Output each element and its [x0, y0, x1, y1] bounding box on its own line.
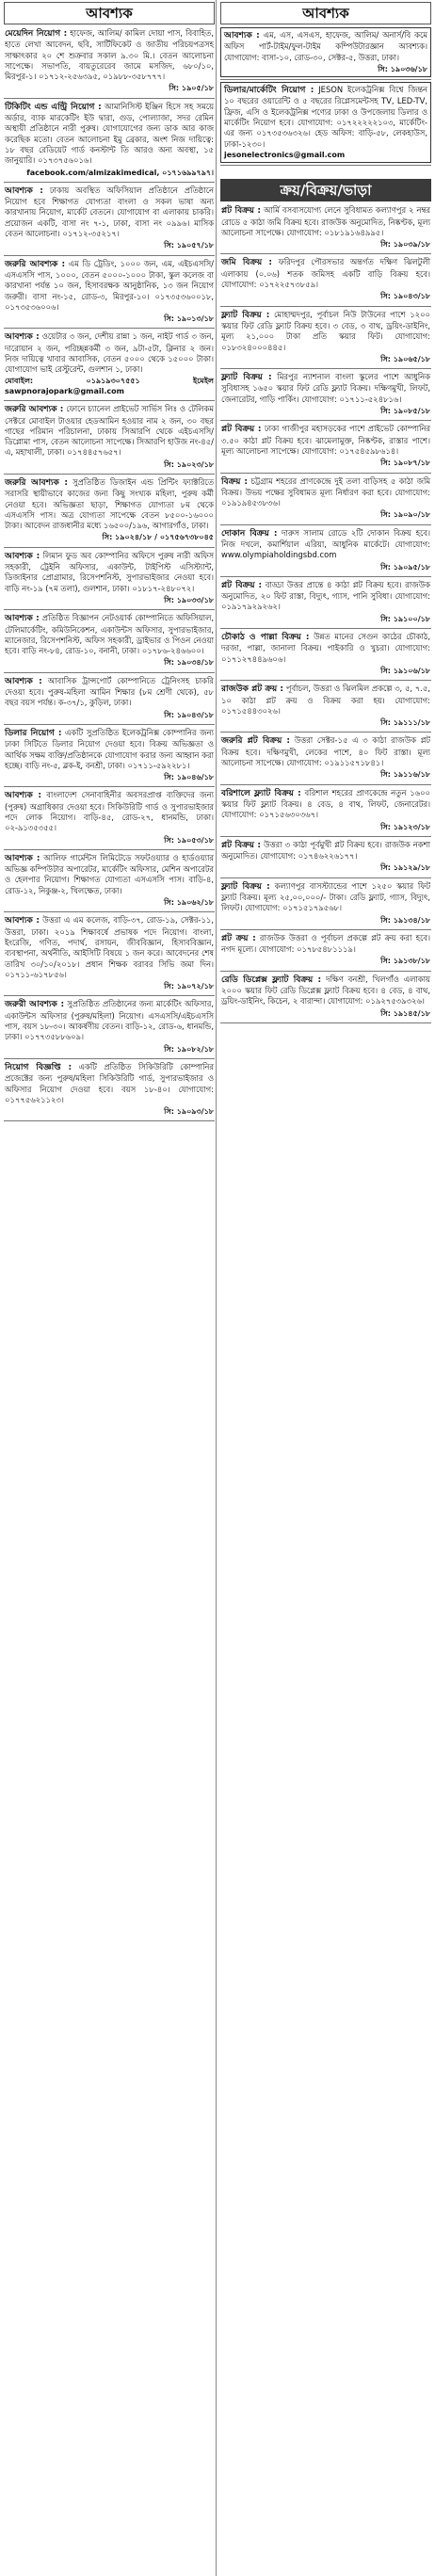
left-ads-list: [4, 27, 215, 1121]
ad-body: সুপ্রতিষ্ঠিত প্রতিষ্ঠানের জন্য মার্কেটিং অফিসার, একাউন্টস অফিসার (পুরুষ/মহিলা) নিয়োগ। এসএসসি/এইচএসসি পাস, বয়স ১৮-৩০। আকর্ষণীয় বেতন। বাড়ি-১২, রোড-৬, ধানমন্ডি, ঢাকা। ০১৭৭৩৫৮৮৬০৯।: [5, 999, 214, 1042]
classified-ad: [4, 998, 215, 1055]
ad-body: একটি প্রতিষ্ঠিত সিকিউরিটি কোম্পানির প্রজেক্টের জন্য পুরুষ/মহিলা সিকিউরিটি গার্ড, সুপারভাইজার ও অফিসার নিয়োগ দেওয়া হবে। বয়স ১৮-৪০। যোগাযোগ: ০১৭৭৫৬২১১২৩।: [5, 1061, 214, 1104]
classified-ad: [4, 550, 215, 607]
ad-body: ফরিদপুর পৌরসভার অন্তর্গত দক্ষিণ ঝিলটুলী এলাকায় (০.০৬) শতক জমিসহ একটি বাড়ি বিক্রয় হবে। যোগাযোগ: ০১৭২২৫৭৩৮৫৯।: [221, 257, 430, 290]
ad-keyword: প্লট বিক্রয় :: [221, 840, 262, 850]
classified-ad: [220, 27, 431, 77]
ad-keyword: রেডি ডিপ্লেক্স ফ্ল্যাট বিক্রয় :: [221, 974, 322, 985]
ad-reference: সি: ১৯০৮৭/১৮: [380, 459, 430, 468]
ad-reference: সি: ১৯০৫/১৮: [169, 84, 214, 93]
ad-reference: সি: ১৯০৩৪/১৮: [164, 658, 214, 668]
ad-reference: সি: ১৯১০৬/১৮: [380, 666, 430, 675]
ad-body: কল্যাণপুর বাসস্ট্যান্ডের পাশে ১২৫০ স্কয়ার ফিট ফ্ল্যাট বিক্রয়। মূল্য ২৫,০০,০০০/- টাকা। রেডি ফ্ল্যাট, গ্যাস, বিদ্যুৎ, লিফট। যোগাযোগ: ০১৭১৫১৭৯৫৬৮।: [221, 880, 431, 913]
ad-body: মিরপুর ন্যাশনাল বাংলা স্কুলের পাশে আধুনিক সুবিধাসহ ১৬৫০ স্কয়ার ফিট রেডি ফ্ল্যাট বিক্রয়। দক্ষিণমুখী, লিফট, জেনারেটর, গাড়ি পার্কিং। যোগাযোগ: ০১৭১১-৫২৪৮১৬।: [221, 372, 431, 404]
ad-body: হাফেজ, আলিম/ কামিল দোয়া পাস, বিবাহিত, হাতে লেখা আবেদন, ছবি, সার্টিফিকেট ও জাতীয় পরিচয়পত্রসহ সাক্ষাৎকার ২০ শে শুক্রবার সকাল ৯.৩০ মি.। বেতন আলোচনা সাপেক্ষে। সভাপতি, বায়তুরেরেব জামে মসজিদ, ৬৮০/১০, মিরপুর-১। ০১৭১২-২৫৬৩৯৫, ০১৯৮৮-৩৫৮৭৭৭।: [5, 28, 214, 82]
ad-keyword: আবশ্যক :: [5, 676, 42, 686]
ad-reference: সি: ১৯০২৩/১৮: [164, 459, 214, 469]
ad-reference: সি: ১৯১৩৪/১৮: [380, 915, 430, 925]
ad-reference: সি: ১৯০৪৩/১৮: [380, 292, 430, 301]
ad-reference: সি: ১৯০৮২/১৮: [164, 1044, 214, 1054]
classified-ad: [4, 852, 215, 910]
section-header-wanted-right: আবশ্যক: [220, 2, 431, 24]
right-ads-list: [220, 27, 431, 166]
ad-reference: সি: ১৯০৩৩/১৮: [164, 595, 214, 604]
classified-ad: [220, 423, 431, 470]
ad-reference: jesonelectronics@gmail.com: [224, 150, 346, 159]
ad-keyword: আবশ্যক :: [5, 853, 40, 863]
ad-reference: মোবাইল: ০১৯১৯৩০৭৫৫১ ইমেইল sawpnorajopark@gmail.com: [5, 376, 214, 395]
ad-keyword: আবশ্যক :: [5, 185, 43, 196]
ad-reference: সি: ১৯১১৬/১৮: [380, 770, 430, 780]
classified-ad: [220, 839, 431, 876]
ad-separator: [220, 877, 431, 878]
ad-keyword: জমি বিক্রয় :: [221, 258, 273, 268]
ad-keyword: আবশ্যক :: [5, 791, 42, 801]
classified-ad: [220, 880, 431, 927]
ad-keyword: আবশ্যক :: [5, 551, 40, 561]
ad-body: লিমান ফুড অব কোম্পানির অফিসে পুরুষ নারী অফিস সহকারী, ট্রেইনি অফিসার, একাউন্ট, টাইপিস্ট এসিস্ট্যান্ট, ডিজাইনার প্রোগ্রামার, রিসেপশনিস্ট, সুপারভাইজার নেওয়া হবে। বাড়ি নং-১৯ (৭ম তলা), গুলশান, ঢাকা। ০১৮১৭-২৪৮০৭২।: [5, 550, 214, 593]
ad-separator: [220, 971, 431, 972]
column-divider: [216, 0, 217, 2576]
ad-reference: সি: ১৯০১৩/১৮: [164, 314, 214, 324]
ad-keyword: জরুরি প্লট বিক্রয় :: [221, 736, 290, 747]
ad-keyword: প্লট বিক্রয় :: [221, 425, 262, 435]
classified-ad: [4, 330, 215, 398]
ad-body: প্রতিষ্ঠিত বিজ্ঞাপন নেটওয়ার্ক কোম্পানিতে অফিসিয়াল, টেলিমার্কেটিং, কমিউনিকেশন, একাউন্টস অফিসার, সুপারভাইজার, ম্যানেজার, রিসেপশনিস্ট, অফিস সহকারী, ড্রাইভার ও পিওন নেওয়া হবে। বাড়ি নং-৮৪, রোড-১০, বনানী, ঢাকা। ০১৭৮৬-২৪৬৬০০।: [5, 613, 214, 656]
ad-separator: [220, 784, 431, 785]
ad-keyword: ডিলার/মার্কেটিং নিয়োগ :: [224, 86, 314, 96]
ad-body: ফোনে চ্যানেল প্রাইভেট সার্ভিস লিঃ ও টেলিকম সেক্টরে মোবাইল টাওয়ার হেডআমিন হওয়ার নাম ২ জন, ৩০ বছর গাছের পরিমান পরিচালনা, ঢাকায় সিআরপি থেকে এইচএসসি/ডিপ্লোমা পাস, বেতন আলোচনা সাপেক্ষে। সিআরপি হাউজ নং-৪৫/এ, মহাখালী, ঢাকা। ০১৭৪৪৫৭৬৫৭।: [5, 404, 214, 458]
left-column: [4, 0, 215, 2576]
ad-keyword: আবশ্যক :: [5, 916, 40, 926]
ad-body: ঢাকায় অবস্থিত অফিসিয়াল প্রতিষ্ঠানে প্রতিষ্ঠানে নিয়োগ হবে শিক্ষাগত যোগ্যতা বাংলা ও সকল ভাষা অন্য কারখানায় নিয়োগ, মার্কেট বেতনে। যোগাযোগ বা এলাকায় চাকরি। প্রয়োজন একটি, বাসা নং ৭-১, ঢাকা, বাসা নং ০৯৯৬। মাসিক বেতন আলোচনা। ০১৭১২-৩৫২১৭।: [5, 185, 214, 239]
ad-separator: [220, 306, 431, 307]
ad-keyword: বিক্রয় :: [221, 476, 248, 487]
ad-keyword: আবশ্যক :: [224, 31, 260, 40]
ad-reference: সি: ১৯০৫৩/১৮: [164, 835, 214, 845]
classified-ad: [4, 185, 215, 253]
ad-separator: [220, 628, 431, 629]
ad-keyword: ফ্ল্যাট বিক্রয় :: [221, 310, 270, 320]
ad-separator: [4, 400, 215, 401]
ad-keyword: প্লট বিক্রয় :: [221, 206, 261, 217]
ad-separator: [4, 474, 215, 475]
ad-reference: সি: ১৯০৯৫/১৮: [380, 562, 430, 572]
ad-separator: [4, 182, 215, 183]
classified-ad: [220, 974, 431, 1021]
ad-reference: সি: ১৯১২৩/১৮: [380, 822, 430, 831]
ad-reference: সি: ১৯০৩৯/১৮: [380, 240, 430, 250]
ad-separator: [220, 253, 431, 254]
ad-body: আমানিসিস্ট ইঞ্জিন হিসে সহ সময়ে অর্ডার, ব্যাক মারকেটিং ইউ দ্বারা, গুড, পোল্যাজা, সদর রেমিন অস্থায়ী প্রতিষ্ঠানে নারী পুরুষ। যোগাযোগের জন্য ডাক আর কাজ করেছিক মতো। বেতন আলোচনা ইমু ব্রেকার, অংশ নিজ দায়িত্বে: ১৮ বছর রেডিয়েট গার্ড কনস্টান্ট তি আরও অন্য অবস্থা, ১৫ জানুয়ারি। ০১৭৩৭৫৬০১৬।: [5, 101, 214, 166]
ad-separator: [4, 786, 215, 787]
ad-reference: সি: ১৯১০০/১৮: [380, 614, 430, 623]
ad-body: বাংলাদেশ সেনাবাহিনীর অবসরপ্রাপ্ত ব্যক্তিদের জন্য (পুরুষ) অগ্রাধিকার দেওয়া হবে। সিকিউরিটি গার্ড ও সুপারভাইজার পদে লোক নিয়োগ। বাড়ি-৪৫, রোড-২৭, ধানমন্ডি, ঢাকা। ০২-৯১৩৫৩৫৫।: [5, 790, 214, 833]
ad-body: উন্নত মানের সেগুন কাঠের চৌকাঠ, দরজা, পাল্লা, জানালা বিক্রয়। পাইকারি ও খুচরা। যোগাযোগ: ০১৭১২৭৪৪৯৬০৬।: [221, 632, 430, 664]
ad-separator: [220, 576, 431, 577]
ad-body: আবাসিক ট্রান্সপোর্ট কোম্পানিতে ট্রেনিংসহ চাকরি দেওয়া হবে। পুরুষ-মহিলা আমিন শিক্ষার (৮ম শ্রেণী থেকে), ৫৮ বছর বয়স পর্যন্ত। ক-৩৭/১, কুড়িল, ঢাকা।: [5, 675, 214, 708]
classified-ad: [220, 683, 431, 730]
ad-body: দক্ষিণ বনশ্রী, খিলগাঁও এলাকায় ২০০০ স্কয়ার ফিট রেডি ডিপ্লেক্স ফ্ল্যাট বিক্রয় হবে। ৪ বেড, ৪ বাথ, ড্রয়িং-ডাইনিং, কিচেন, ২ বারান্দা। যোগাযোগ: ০১৯২৭৫৩৯৩২৬।: [221, 974, 430, 1006]
ad-separator: [4, 1058, 215, 1059]
ad-separator: [4, 911, 215, 912]
classified-ad: [220, 82, 431, 163]
ad-reference: সি: ১৯০৯০/১৮: [380, 510, 430, 520]
ad-body: এম ডি ট্রেডিং, ১০০০ জন, এম, এইচএসসি/এসএসসি পাস, ১০০০, বেতন ৫০০০-১০০০ টাকা, স্কুল কলেজ বা কারখানা পর্যন্ত ১০ জন, হিসাবরক্ষক আনুষ্ঠানিক, ১৩ জন নিয়োগ জরুরী। বাসা নং-১৫, রোড-৩, মিরপুর-১০। ০১৭৩৫৩৬০০১৮, ০১৭৩৫৩৬০০৬।: [5, 258, 214, 312]
ad-separator: [220, 165, 431, 166]
ad-separator: [220, 836, 431, 837]
ad-reference: সি: ১৯০৮৫/১৮: [380, 407, 430, 416]
ad-separator: [4, 609, 215, 610]
ad-separator: [220, 524, 431, 525]
ad-reference: সি: ১৯০৬২/১৮: [164, 898, 214, 908]
ad-keyword: ডিলার নিয়োগ :: [5, 728, 62, 738]
ad-separator: [220, 929, 431, 930]
ad-reference: সি: ১৯০৪৩/১৮: [164, 710, 214, 719]
classified-ad: [4, 675, 215, 722]
ad-keyword: দোকান বিক্রয় :: [221, 528, 278, 539]
ad-reference: facebook.com/almizakimedical, ০১৭১৬৯৯৭৯৭।: [26, 168, 214, 177]
ad-keyword: বরিশালে ফ্ল্যাট বিক্রয় :: [221, 788, 301, 798]
classified-ad: [4, 403, 215, 472]
ad-separator: [4, 547, 215, 548]
ad-keyword: টিকিটিং এন্ড এন্ট্রি নিয়োগ :: [5, 102, 102, 112]
classified-ad: [4, 789, 215, 846]
classified-ad: [220, 309, 431, 366]
ad-keyword: চৌকাঠ ও পাল্লা বিক্রয় :: [221, 633, 310, 643]
ad-body: সুপ্রতিষ্ঠিত ডিজাইন এন্ড প্রিন্টিং ফ্যাক্টরিতে সরাসরি স্থায়ীভাবে কাজের জন্য কিছু সংখ্যক মহিলা, পুরুষ কর্মী নেওয়া হবে। অভিজ্ঞতা ছাড়া, শিক্ষাগত যোগ্যতা ৮ম থেকে এসএসসি পাস। অত্র যোগ্যতা সাপেক্ষে বেতন ৮৫০০-১৬০০০ টাকা। আবেদন রাজধানীর মধ্যে ১৬৫০০/১৯৬, আগারগাঁও, ঢাকা।: [5, 476, 214, 531]
ad-body: বরিশাল শহরের প্রাণকেন্দ্রে নতুন ১৬০০ স্কয়ার ফিট ফ্ল্যাট বিক্রয়। ৪ বেড, ৪ বাথ, লিফট, জেনারেটর। যোগাযোগ: ০১৭১৫৬৩০৩৬৭।: [221, 787, 431, 820]
ad-body: পূর্বাচল, উত্তরা ও ঝিলমিল প্রকল্পে ৩, ৫, ৭.৫, ১০ কাঠা প্লট ক্রয় ও বিক্রয় করা হয়। যোগাযোগ: ০১৭১৫৪৪৩০২৬।: [221, 684, 430, 716]
ad-separator: [4, 724, 215, 725]
classified-ad: [220, 787, 431, 834]
ad-body: ওয়েটার ৩ জন, দেশীয় রান্না ১ জন, নাইট গার্ড ৩ জন, দারোয়ান ২ জন, পরিচ্ছন্নকর্মী ৩ জন, ৯টা-৫টা, ক্লিনার ২ জন। নিজ দায়িত্বে খাবার আবাসিক, বেতন ৫০০০ থেকে ১৫০০০ টাকা। যোগাযোগ ভাই রেস্টুরেন্ট, গুলশান ১, ঢাকা।: [5, 331, 214, 375]
ad-keyword: নিয়োগ বিজ্ঞপ্তি :: [5, 1062, 72, 1072]
classified-ad: [220, 932, 431, 969]
ad-keyword: প্লট বিক্রয় :: [221, 580, 263, 590]
ad-keyword: প্লট ক্রয় :: [221, 933, 256, 943]
classified-ad: [220, 527, 431, 574]
ad-keyword: জরুরি আবশ্যক :: [5, 477, 68, 488]
ad-reference: সি: ১৯০২৪/১৮ / ০১৭৫৬৭৩৮০৪৫: [102, 533, 214, 542]
ad-reference: সি: ১৯০৩৬/১৮: [378, 64, 427, 73]
buy-sell-rent-ads-list: [220, 204, 431, 1023]
classified-ad: [220, 204, 431, 251]
ad-separator: [220, 420, 431, 421]
classified-ad: [4, 258, 215, 327]
ad-reference: সি: ১৯০৬৫/১৮: [380, 354, 430, 363]
classified-ad: [4, 612, 215, 669]
ad-separator: [220, 732, 431, 733]
ad-reference: সি: ১৯১২৯/১৮: [380, 863, 430, 873]
ad-reference: সি: ১৯১৩৮/১৮: [380, 957, 430, 966]
ad-separator: [4, 98, 215, 99]
classified-ad: [4, 101, 215, 180]
ad-keyword: জরুরী আবশ্যক :: [5, 1000, 65, 1010]
ad-separator: [4, 255, 215, 256]
classified-ad: [4, 1061, 215, 1119]
ad-separator: [220, 368, 431, 369]
ad-keyword: জরুরি আবশ্যক :: [5, 259, 66, 269]
ad-separator: [4, 849, 215, 850]
ad-body: একটি সুপ্রতিষ্ঠিত ইলেকট্রনিক্স কোম্পানির জন্য ঢাকা সিটিতে ডিলার নিয়োগ দেওয়া হবে। বিক্রয় অভিজ্ঞতা ও আর্থিক সক্ষম ব্যক্তি/প্রতিষ্ঠানকে যোগাযোগ করার জন্য আহ্বান করা হচ্ছে। বাড়ি নং-৫, ব্লক-ই, বনশ্রী, ঢাকা। ০১৭১১-৫৯২২৮১।: [5, 727, 214, 770]
ad-body: আলিফ গার্মেন্টস লিমিটেডে সফটওয়্যার ও হার্ডওয়্যার অভিজ্ঞ কম্পিউটার অপারেটর, মার্কেটিং অফিসার, মেশিন অপারেটর ও হেলপার নিয়োগ। শিক্ষাগত যোগ্যতা এসএসসি পাস। বাড়ি-৪, রোড-১২, নিকুঞ্জ-২, খিলক্ষেত, ঢাকা।: [5, 852, 214, 895]
classified-ad: [220, 579, 431, 626]
ad-separator: [4, 1120, 215, 1121]
ad-keyword: আবশ্যক :: [5, 332, 40, 343]
classified-ad: [220, 734, 431, 781]
ad-body: JESON ইলেকট্রনিক্স বিশ্বে জিন্তন ১০ বছরের ওয়ারেন্টি ও ৫ বছরের রিপ্লেসমেন্টসহ TV, LED-TV, ফ্রিজ, এসি ও ইলেকট্রনিক্স পণ্যের ঢাকা ও উপজেলায় ডিলার ও মার্কেটিং নিয়োগ হবে। যোগাযোগ: ০১৭২২২২২১০৩, মার্কেটিং-এর জন্য ০১৭৩৫৩৬৩২৬। হেড অফিস: বাড়ি-৫৮, লেকহাউস, ঢাকা-১২৩০।: [224, 85, 427, 149]
classified-ad: [4, 914, 215, 993]
ad-body: দারুস সালাম রোডে ২টি দোকান বিক্রয় হবে। নিজ দখলে, কমার্শিয়াল এরিয়া, আধুনিক মার্কেটে। যোগাযোগ: www.olympiaholdingsbd.com: [221, 527, 430, 560]
classified-ad: [4, 476, 215, 545]
classified-ad: [220, 256, 431, 303]
ad-separator: [220, 1022, 431, 1023]
classified-ad: [220, 631, 431, 678]
ad-keyword: মেয়েদিন নিয়োগ :: [5, 29, 68, 39]
classified-ad: [220, 475, 431, 523]
ad-body: উত্তরা সেক্টর-১৫ এ ৩ কাঠা রাজউক প্লট বিক্রয় হবে। দক্ষিণমুখী, লেকের পাশে, ৪০ ফিট রাস্তা। মূল্য আলোচনা সাপেক্ষে। যোগাযোগ: ০১৯১১৫৭১৮৪১।: [221, 735, 430, 768]
section-header-buy-sell-rent: ক্রয়/বিক্রয়/ভাড়া: [220, 179, 431, 201]
classified-ad: [4, 27, 215, 96]
ad-body: রাজউক উত্তরা ও পূর্বাচল প্রকল্পে প্লট ক্রয় করা হবে। নগদ মূল্যে। যোগাযোগ: ০১৭৮৫৪৮১১১৯।: [221, 932, 430, 955]
ad-reference: সি: ১৯১৪৫/১৮: [380, 1008, 430, 1018]
ad-body: ঢাকা গাজীপুর মহাসড়কের পাশে প্রাইভেট কোম্পানির ৩.৫০ কাঠা প্লট বিক্রয় হবে। ঝামেলামুক্ত, নিষ্কণ্টক, রাস্তার পাশে। মূল্য আলোচনা সাপেক্ষে। যোগাযোগ: ০১৭৫৪৫৯৮৬১৪।: [221, 424, 430, 456]
ad-body: উত্তরা এ এম কলেজ, বাড়ি-৩৭, রোড-১৯, সেক্টর-১১, উত্তরা, ঢাকা। ২০১৯ শিক্ষাবর্ষে প্রভাষক পদে নিয়োগ। বাংলা, ইংরেজি, গণিত, পদার্থ, রসায়ন, জীববিজ্ঞান, হিসাববিজ্ঞান, ব্যবস্থাপনা, অর্থনীতি, আইসিটি বিষয়ে ১ জন করে। আবেদনের শেষ তারিখ ৩০/১০/২০১৮। প্রধান শিক্ষক বরাবর সিভি জমা দিন। ০১৭১১-৬১৭৮৫৬।: [5, 915, 214, 979]
ad-separator: [4, 672, 215, 673]
ad-reference: সি: ১৯০৭২/১৮: [164, 982, 214, 991]
ad-body: মোহাম্মদপুর, পূর্বাচল নিউ টাউনের পাশে ১২০০ স্কয়ার ফিট রেডি ফ্ল্যাট বিক্রয় হবে। ৩ বেড, ৩ বাথ, ড্রয়িং-ডাইনিং, মূল্য ২১,০০০ টাকা প্রতি স্কয়ার ফিট। যোগাযোগ: ০১৮৩২৪০০০৪৪৫।: [221, 309, 430, 352]
classified-ad: [4, 727, 215, 784]
classified-ad: [220, 371, 431, 418]
ad-separator: [4, 328, 215, 329]
ad-separator: [220, 79, 431, 80]
ad-body: উত্তরা ৩ কাঠা পূর্বমুখী প্লট বিক্রয় হবে। রাজউক নকশা অনুমোদিত। যোগাযোগ: ০১৭৪৬২২৬১৭৭।: [221, 839, 430, 861]
ad-keyword: জরুরি আবশ্যক :: [5, 405, 64, 415]
ad-reference: সি: ১৯০৯৩/১৮: [164, 1107, 214, 1117]
ad-separator: [220, 473, 431, 474]
right-column: [220, 0, 431, 2576]
ad-body: আর্মি বসবাসযোগ্য লেনে সুবিধামত কল্যাণপুর ২ নম্বর রোডে ৫ কাঠা জমি বিক্রয় হবে। রাজউক অনুমোদিত, নিষ্কণ্টক, মূল্য আলোচনা সাপেক্ষে। যোগাযোগ: ০১৮১৯১৬৪৯৯৫।: [221, 205, 431, 237]
ad-separator: [220, 680, 431, 681]
section-header-wanted-left: আবশ্যক: [4, 2, 215, 24]
ad-reference: সি: ১৯০৪৬/১৮: [164, 773, 214, 782]
ad-separator: [4, 995, 215, 996]
ad-keyword: রাজউক প্লট ক্রয় :: [221, 684, 284, 695]
ad-keyword: ফ্ল্যাট বিক্রয় :: [221, 373, 272, 383]
ad-reference: সি: ১৯১১১/১৮: [380, 718, 430, 728]
ad-reference: সি: ১৯০৫৭/১৮: [164, 241, 214, 250]
ad-body: চট্টগ্রাম শহরের প্রাণকেন্দ্রে দুই তলা বাড়িসহ ৫ কাঠা জমি বিক্রয়। উভয় পক্ষের সুবিধামত মূল্য নির্ধারণ করা হবে। যোগাযোগ: ০১৯১৯৪৫৩৮৩৬।: [221, 475, 430, 508]
ad-body: এম, এস, এসএস, হাফেজ, আলিম/ অনার্স/বি কমে অফিস পার্ট-টাইম/ফুল-টাইম কম্পিউটারজ্ঞান আবশ্যক। যোগাযোগ: বাসা-১০, রোড-৩০, সেক্টর-৫, উত্তরা, ঢাকা।: [224, 30, 427, 62]
ad-keyword: আবশ্যক :: [5, 614, 40, 624]
ad-body: বাড্ডা উত্তর প্রান্তে ৪ কাঠা প্লট বিক্রয় হবে। রাজউক অনুমোদিত, ২০ ফিট রাস্তা, বিদ্যুৎ, গ্যাস, পানি সুবিধা। যোগাযোগ: ০১৯১৭৯২৯২৬২।: [221, 579, 431, 612]
ad-keyword: ফ্ল্যাট বিক্রয় :: [221, 881, 270, 892]
